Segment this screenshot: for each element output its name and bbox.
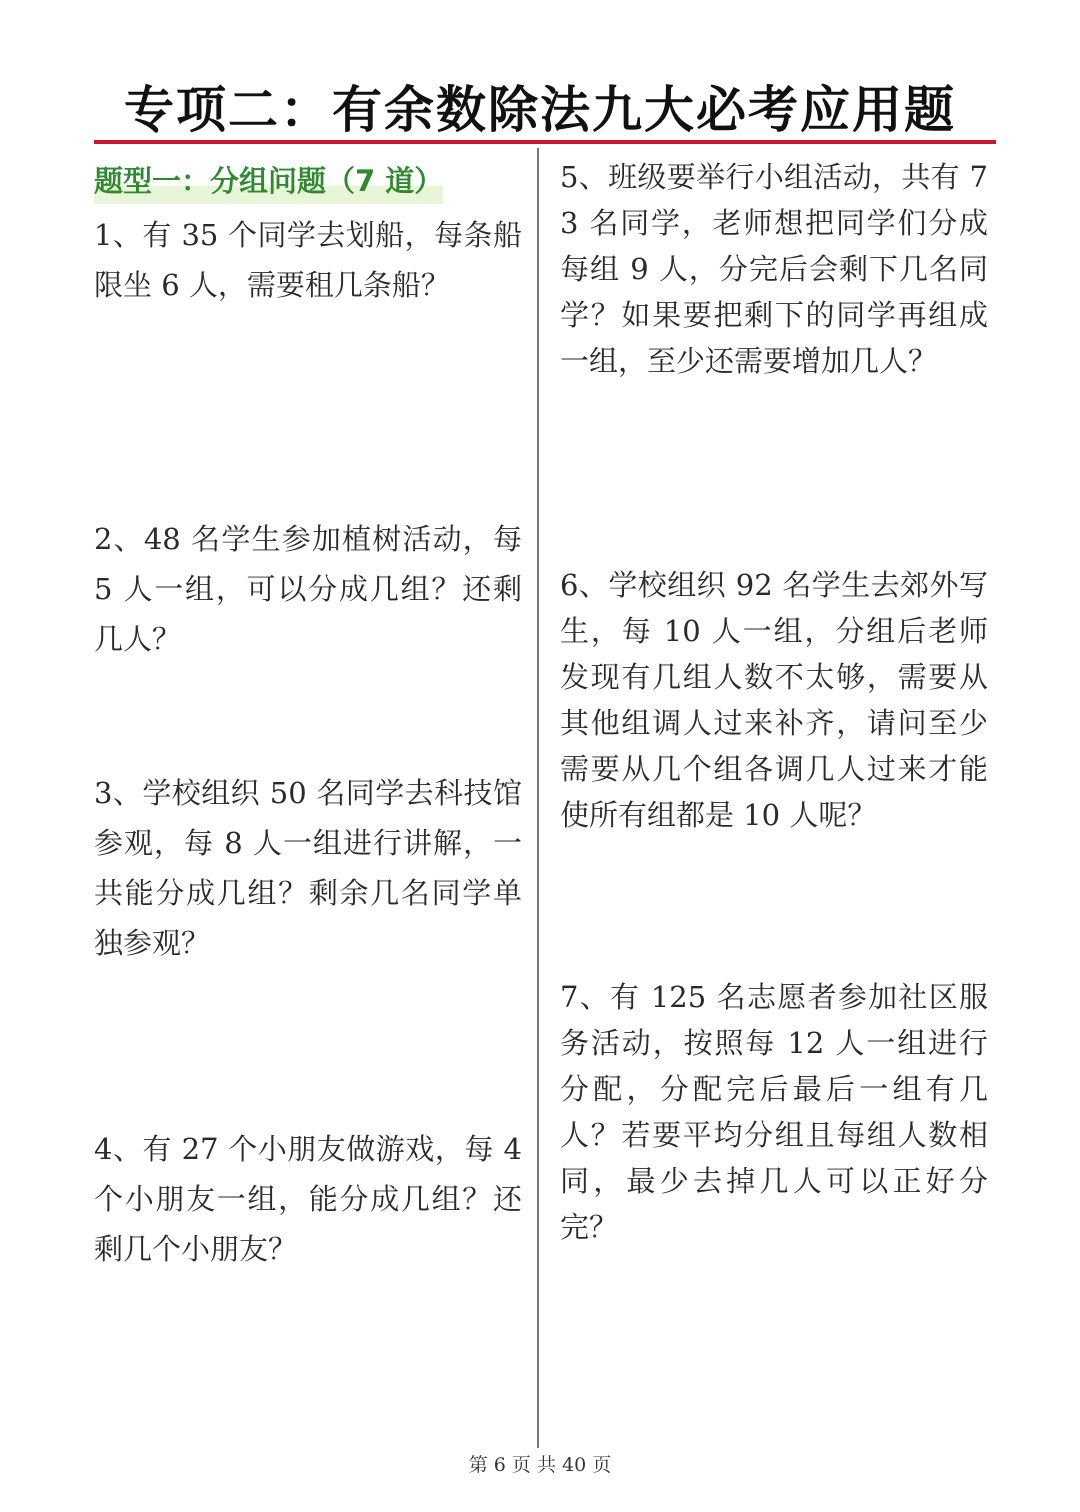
column-divider: [537, 148, 539, 1448]
question-4: 4、有 27 个小朋友做游戏，每 4 个小朋友一组，能分成几组？还剩几个小朋友？: [94, 1132, 522, 1266]
question-2: 2、48 名学生参加植树活动，每 5 人一组，可以分成几组？还剩几人？: [94, 522, 522, 656]
question-7: 7、有 125 名志愿者参加社区服务活动，按照每 12 人一组进行分配，分配完后最后一组有几人？若要平均分组且每组人数相同，最少去掉几人可以正好分完？: [560, 980, 988, 1244]
page-title: 专项二：有余数除法九大必考应用题: [124, 81, 956, 139]
title-underline: [94, 140, 996, 144]
section-heading: 题型一：分组问题（7 道）: [94, 158, 443, 204]
page-footer: 第 6 页 共 40 页: [468, 1454, 612, 1476]
question-5: 5、班级要举行小组活动，共有 73 名同学，老师想把同学们分成每组 9 人，分完后会剩下几名同学？如果要把剩下的同学再组成一组，至少还需要增加几人？: [560, 160, 988, 378]
question-3: 3、学校组织 50 名同学去科技馆参观，每 8 人一组进行讲解，一共能分成几组？剩余几名同学单独参观？: [94, 776, 522, 960]
question-6: 6、学校组织 92 名学生去郊外写生，每 10 人一组，分组后老师发现有几组人数不太够，需要从其他组调人过来补齐，请问至少需要从几个组各调几人过来才能使所有组都是 10 人呢？: [560, 568, 988, 832]
question-1: 1、有 35 个同学去划船，每条船限坐 6 人，需要租几条船？: [94, 218, 522, 302]
